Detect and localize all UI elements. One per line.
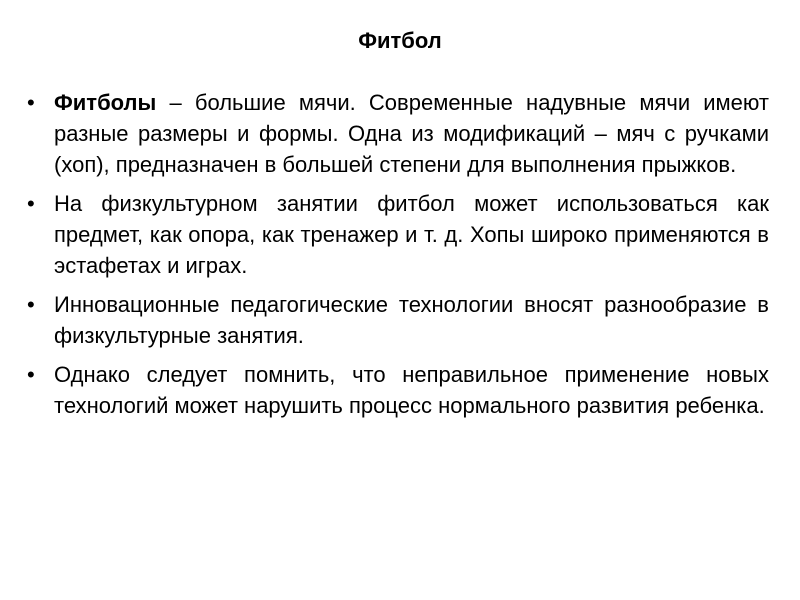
bullet-bold-term: Фитболы [54, 90, 157, 115]
bullet-text: Однако следует помнить, что неправильное применение новых технологий может нарушить процесс нормального развития ребенка. [54, 362, 769, 418]
bullet-text: На физкультурном занятии фитбол может использоваться как предмет, как опора, как тренажер и т. д. Хопы широко применяются в эстафетах и играх. [54, 191, 769, 278]
bullet-item-innovation [27, 289, 769, 351]
slide-title: Фитбол [358, 28, 442, 53]
bullet-item-warning [27, 359, 769, 421]
bullet-item-fitballs [27, 87, 769, 180]
bullet-icon: • [27, 292, 35, 317]
bullet-icon: • [27, 362, 35, 387]
bullet-list [27, 87, 769, 429]
bullet-text: – большие мячи. Современные надувные мячи имеют разные размеры и формы. Одна из модификаций – мяч с ручками (хоп), предназначен в большей степени для выполнения прыжков. [54, 90, 769, 177]
bullet-text: Инновационные педагогические технологии вносят разнообразие в физкультурные занятия. [54, 292, 769, 348]
bullet-icon: • [27, 191, 35, 216]
bullet-item-usage [27, 188, 769, 281]
bullet-icon: • [27, 90, 35, 115]
